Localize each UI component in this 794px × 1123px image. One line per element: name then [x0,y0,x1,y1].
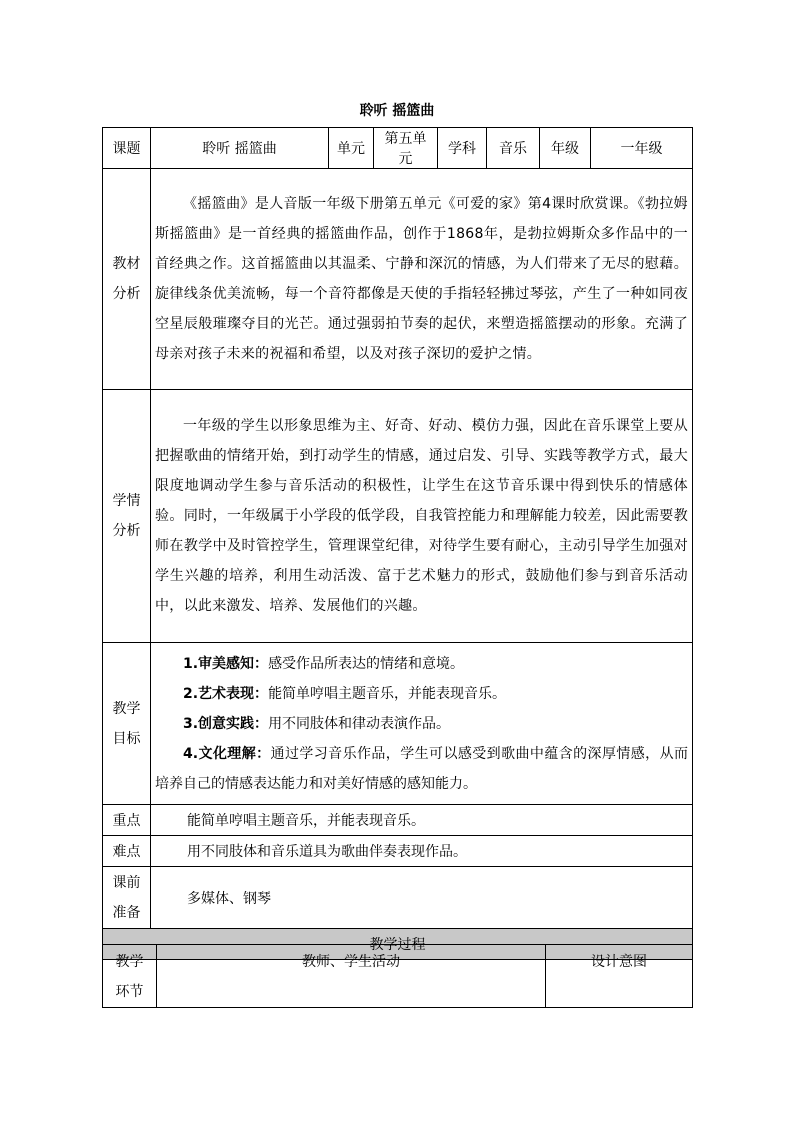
preparation-label-line1: 课前 [112,874,141,891]
process-header-table [102,944,693,1008]
unit-value: 第五单元 [374,128,438,169]
grade-label: 年级 [540,128,591,169]
textbook-analysis-label [103,169,151,390]
document-title: 聆听 摇篮曲 [359,103,435,119]
teaching-process-title: 教学过程 [103,929,693,960]
difficulty-label: 难点 [103,836,151,867]
student-analysis-row [103,390,693,643]
student-analysis-label [103,390,151,643]
process-stage-header [103,945,157,1008]
students-label-line1: 学情 [112,493,141,509]
goal-body: 感受作品所表达的情绪和意境。 [268,655,465,672]
subject-label: 学科 [438,128,487,169]
textbook-label-line1: 教材 [112,256,141,272]
textbook-analysis-row [103,169,693,390]
teaching-goals-row [103,643,693,805]
goal-head: 3.创意实践： [183,715,269,732]
unit-label: 单元 [329,128,374,169]
goal-head: 1.审美感知： [183,655,269,672]
process-header-row [103,945,693,1008]
course-value: 聆听 摇篮曲 [151,128,329,169]
key-point-row [103,805,693,836]
goal-item [155,649,688,679]
goal-item [155,709,688,739]
textbook-analysis-text: 《摇篮曲》是人音版一年级下册第五单元《可爱的家》第4课时欣赏课。《勃拉姆斯摇篮曲》是一首经典的摇篮曲作品，创作于1868年，是勃拉姆斯众多作品中的一首经典之作。这首摇篮曲以其温柔、宁静和深沉的情感，为人们带来了无尽的慰藉。旋律线条优美流畅，每一个音符都像是天使的手指轻轻拂过琴弦，产生了一种如同夜空星辰般璀璨夺目的光芒。通过强弱拍节奏的起伏，来塑造摇篮摆动的形象。充满了母亲对孩子未来的祝福和希望，以及对孩子深切的爱护之情。 [151,169,693,390]
difficulty-text: 用不同肢体和音乐道具为歌曲伴奏表现作品。 [151,836,693,867]
goal-item [155,739,688,799]
students-label-line2: 分析 [112,523,141,539]
goal-body: 通过学习音乐作品，学生可以感受到歌曲中蕴含的深厚情感，从而培养自己的情感表达能力和对美好情感的感知能力。 [155,745,689,792]
textbook-label-line2: 分析 [112,286,141,302]
stage-header-line1: 教学 [115,954,144,970]
preparation-row [103,867,693,929]
teaching-goals-list [151,643,693,805]
goal-head: 4.文化理解： [183,745,271,762]
stage-header-line2: 环节 [115,984,144,1000]
goals-label-line1: 教学 [112,700,141,717]
grade-value: 一年级 [591,128,693,169]
goal-item [155,679,688,709]
header-row [103,128,693,169]
subject-value: 音乐 [487,128,540,169]
preparation-text: 多媒体、钢琴 [151,867,693,929]
preparation-label [103,867,151,929]
preparation-label-line2: 准备 [112,904,141,921]
goal-body: 用不同肢体和律动表演作品。 [268,715,451,732]
key-point-label: 重点 [103,805,151,836]
teaching-goals-label [103,643,151,805]
course-label: 课题 [103,128,151,169]
key-point-text: 能简单哼唱主题音乐，并能表现音乐。 [151,805,693,836]
design-intent-header: 设计意图 [546,945,693,1008]
student-analysis-text: 一年级的学生以形象思维为主、好奇、好动、模仿力强，因此在音乐课堂上要从把握歌曲的情绪开始，到打动学生的情感，通过启发、引导、实践等教学方式，最大限度地调动学生参与音乐活动的积极性，让学生在这节音乐课中得到快乐的情感体验。同时，一年级属于小学段的低学段，自我管控能力和理解能力较差，因此需要教师在教学中及时管控学生，管理课堂纪律，对待学生要有耐心，主动引导学生加强对学生兴趣的培养，利用生动活泼、富于艺术魅力的形式，鼓励他们参与到音乐活动中，以此来激发、培养、发展他们的兴趣。 [151,390,693,643]
goals-label-line2: 目标 [112,730,141,747]
activities-header: 教师、学生活动 [157,945,546,1008]
lesson-plan-table [102,127,693,960]
goal-head: 2.艺术表现： [183,685,269,702]
difficulty-row [103,836,693,867]
goal-body: 能简单哼唱主题音乐，并能表现音乐。 [268,685,507,702]
